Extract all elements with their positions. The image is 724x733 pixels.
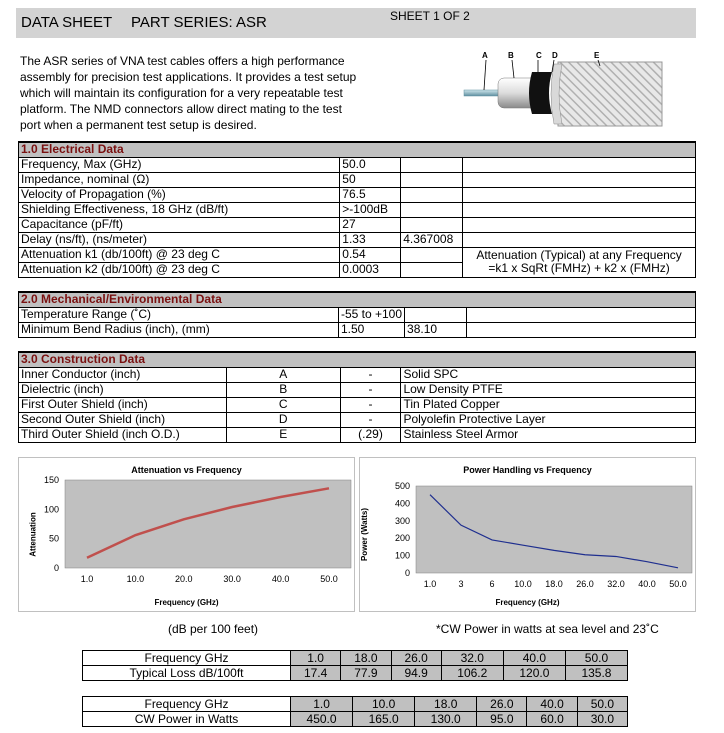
attenuation-chart: [18, 457, 355, 612]
part-series: PART SERIES: ASR: [131, 14, 267, 31]
label-b: B: [508, 51, 514, 60]
table-row: Attenuation k2 (db/100ft) @ 23 deg C 0.0003: [19, 262, 696, 277]
electrical-table: [18, 141, 696, 278]
table-row: Dielectric (inch) B - Low Density PTFE: [19, 382, 696, 397]
table-row: Temperature Range (˚C) -55 to +100: [19, 307, 696, 322]
label-d: D: [552, 51, 558, 60]
mechanical-title: 2.0 Mechanical/Environmental Data: [19, 292, 696, 307]
chart-title: Attenuation vs Frequency: [131, 465, 242, 475]
x-tick-label: 26.0: [576, 579, 594, 589]
x-tick-label: 32.0: [607, 579, 625, 589]
table-row: Frequency, Max (GHz) 50.0: [19, 157, 696, 172]
x-tick-label: 18.0: [545, 579, 563, 589]
y-tick-label: 500: [394, 481, 410, 491]
x-tick-label: 20.0: [175, 574, 193, 584]
table-row: Shielding Effectiveness, 18 GHz (dB/ft) >-100dB: [19, 202, 696, 217]
table-row: Minimum Bend Radius (inch), (mm) 1.50 38.10: [19, 322, 696, 337]
cable-diagram: [462, 50, 692, 140]
table-row: Frequency GHz 1.0 10.0 18.0 26.0 40.0 50.0: [83, 697, 628, 712]
label-c: C: [536, 51, 542, 60]
x-tick-label: 50.0: [669, 579, 687, 589]
x-tick-label: 10.0: [514, 579, 532, 589]
y-tick-label: 0: [404, 568, 410, 578]
table-row: Typical Loss dB/100ft 17.4 77.9 94.9 106.2 120.0 135.8: [83, 666, 628, 681]
y-axis-label: Attenuation: [28, 512, 38, 557]
table-row: First Outer Shield (inch) C - Tin Plated Copper: [19, 397, 696, 412]
y-tick-label: 100: [43, 504, 59, 515]
x-tick-label: 10.0: [126, 574, 145, 584]
y-tick-label: 400: [394, 498, 410, 509]
attenuation-plot: [19, 458, 356, 613]
attenuation-formula: Attenuation (Typical) at any Frequency =k1 x SqRt (FMHz) + k2 x (FMHz): [463, 247, 696, 277]
table-row: Third Outer Shield (inch O.D.) E (.29) Stainless Steel Armor: [19, 427, 696, 442]
loss-table: [82, 650, 628, 681]
x-tick-label: 30.0: [223, 574, 241, 584]
y-tick-label: 50: [48, 533, 59, 544]
intro-paragraph: The ASR series of VNA test cables offers a high performance assembly for precision test applications. It provides a test setup which will maintain its configuration for a very repeatable test platform. The NMD connectors allow direct mating to the test port when a permanent test setup is desired.: [20, 54, 357, 132]
table-row: CW Power in Watts 450.0 165.0 130.0 95.0 60.0 30.0: [83, 712, 628, 727]
x-axis-label: Frequency (GHz): [495, 598, 560, 607]
construction-table: [18, 351, 696, 443]
armor-shape: [558, 62, 662, 126]
mechanical-table: [18, 291, 696, 338]
table-row: Frequency GHz 1.0 18.0 26.0 32.0 40.0 50.0: [83, 651, 628, 666]
chart-title: Power Handling vs Frequency: [463, 465, 592, 475]
table-row: Inner Conductor (inch) A - Solid SPC: [19, 367, 696, 382]
y-tick-label: 200: [394, 533, 410, 544]
attenuation-caption: (dB per 100 feet): [168, 622, 259, 636]
plot-area: [416, 486, 692, 573]
sheet-number: SHEET 1 OF 2: [390, 9, 470, 23]
x-tick-label: 1.0: [80, 574, 94, 584]
outer-shield-shape: [529, 72, 552, 114]
y-tick-label: 0: [53, 563, 59, 573]
table-row: Delay (ns/ft), (ns/meter) 1.33 4.367008: [19, 232, 696, 247]
table-row: Capacitance (pF/ft) 27: [19, 217, 696, 232]
x-axis-label: Frequency (GHz): [154, 598, 219, 607]
x-tick-label: 6: [489, 579, 495, 589]
y-tick-label: 100: [394, 550, 410, 561]
y-axis-label: Power (Watts): [360, 507, 370, 562]
label-a: A: [482, 51, 488, 60]
label-e: E: [594, 51, 600, 60]
power-table: [82, 696, 628, 727]
header-bar: [16, 8, 696, 38]
table-row: Attenuation k1 (db/100ft) @ 23 deg C 0.54 Attenuation (Typical) at any Frequency =k1 x SqRt (FMHz) + k2 x (FMHz): [19, 247, 696, 262]
construction-title: 3.0 Construction Data: [19, 352, 696, 367]
power-plot: [360, 458, 697, 613]
power-chart: [359, 457, 696, 612]
doc-title: DATA SHEET: [21, 14, 113, 31]
table-row: Second Outer Shield (inch) D - Polyolefin Protective Layer: [19, 412, 696, 427]
electrical-title: 1.0 Electrical Data: [19, 142, 696, 157]
y-tick-label: 300: [394, 515, 410, 526]
x-tick-label: 40.0: [638, 579, 656, 589]
power-caption: *CW Power in watts at sea level and 23˚C: [436, 622, 659, 636]
x-tick-label: 40.0: [271, 574, 290, 584]
x-tick-label: 3: [458, 579, 464, 589]
x-tick-label: 50.0: [320, 574, 338, 584]
x-tick-label: 1.0: [423, 579, 437, 589]
y-tick-label: 150: [43, 475, 59, 485]
table-row: Velocity of Propagation (%) 76.5: [19, 187, 696, 202]
table-row: Impedance, nominal (Ω) 50: [19, 172, 696, 187]
